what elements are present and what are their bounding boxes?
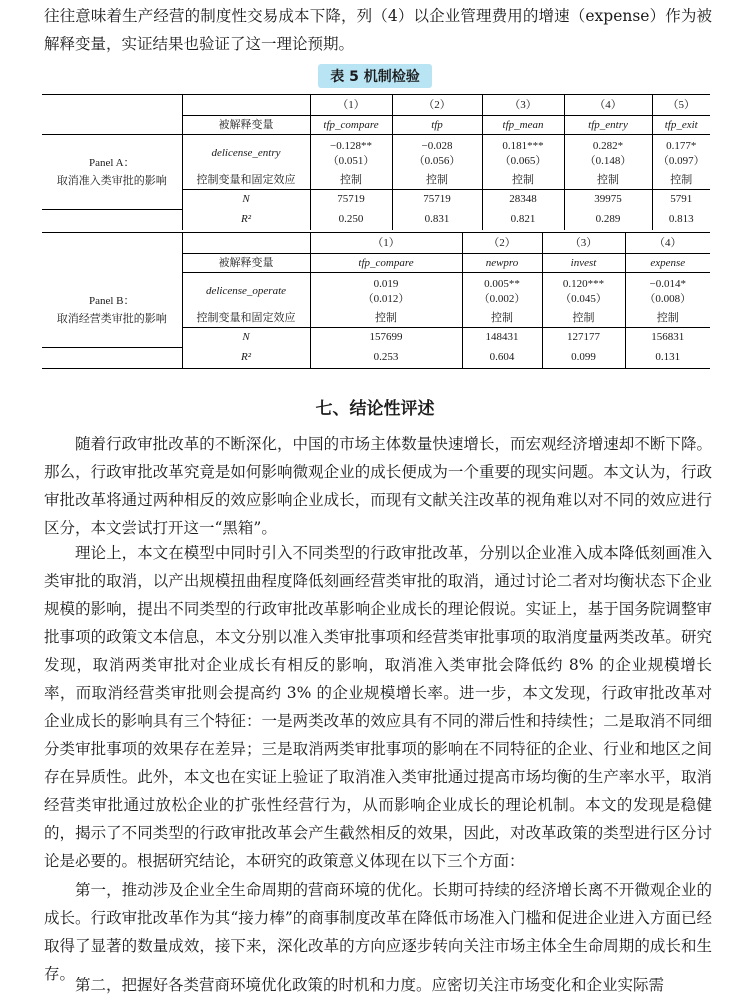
se: （0.051） <box>327 154 375 167</box>
se: （0.065） <box>499 154 547 167</box>
r2-value: 0.250 <box>310 210 392 230</box>
controls-label: 控制变量和固定效应 <box>182 311 310 328</box>
coef: 0.005** <box>484 277 520 290</box>
controls-value: 控制 <box>625 311 710 328</box>
se: （0.008） <box>644 292 692 305</box>
panel-a-table <box>42 94 710 230</box>
r2-value: 0.253 <box>310 348 462 369</box>
dep-var: expense <box>625 254 710 273</box>
n-value: 148431 <box>462 328 542 348</box>
col-num: （3） <box>542 233 625 254</box>
r2-value: 0.821 <box>482 210 564 230</box>
coef-cell <box>652 135 710 173</box>
r2-label: R² <box>182 348 310 369</box>
panel-b-table <box>42 232 710 369</box>
dep-var: tfp_entry <box>564 116 652 135</box>
coef: 0.177* <box>666 139 697 152</box>
n-value: 5791 <box>652 190 710 210</box>
controls-value: 控制 <box>392 173 482 190</box>
col-num: （4） <box>564 95 652 116</box>
panel-a-label <box>42 135 182 210</box>
coef: 0.181*** <box>502 139 544 152</box>
body-paragraph: 第二，把握好各类营商环境优化政策的时机和力度。应密切关注市场变化和企业实际需 <box>75 976 665 994</box>
col-num: （4） <box>625 233 710 254</box>
n-value: 39975 <box>564 190 652 210</box>
n-value: 156831 <box>625 328 710 348</box>
controls-value: 控制 <box>652 173 710 190</box>
section-title: 七、结论性评述 <box>315 399 435 419</box>
coef-cell <box>462 273 542 311</box>
col-num: （2） <box>392 95 482 116</box>
coef-cell <box>310 135 392 173</box>
r2-value: 0.813 <box>652 210 710 230</box>
dep-var: tfp_compare <box>310 254 462 273</box>
col-num: （2） <box>462 233 542 254</box>
coef-cell <box>310 273 462 311</box>
se: （0.148） <box>584 154 632 167</box>
n-value: 75719 <box>392 190 482 210</box>
controls-value: 控制 <box>564 173 652 190</box>
regressor-label: delicense_operate <box>182 273 310 311</box>
regressor-label: delicense_entry <box>182 135 310 173</box>
table-caption: 表 5 机制检验 <box>318 64 432 88</box>
n-value: 127177 <box>542 328 625 348</box>
r2-label: R² <box>182 210 310 230</box>
n-label: N <box>182 328 310 348</box>
dep-var: tfp_compare <box>310 116 392 135</box>
r2-value: 0.131 <box>625 348 710 369</box>
panel-a-label-line1: Panel A： <box>88 157 135 169</box>
panel-a-label-line2: 取消准入类审批的影响 <box>56 175 167 187</box>
intro-paragraph: 往往意味着生产经营的制度性交易成本下降，列（4）以企业管理费用的增速（expense）作为被解释变量，实证结果也验证了这一理论预期。 <box>44 7 712 53</box>
se: （0.002） <box>478 292 526 305</box>
panel-b-label <box>42 273 182 348</box>
col-num: （1） <box>310 233 462 254</box>
n-value: 28348 <box>482 190 564 210</box>
n-value: 157699 <box>310 328 462 348</box>
controls-value: 控制 <box>462 311 542 328</box>
col-num: （1） <box>310 95 392 116</box>
coef: −0.028 <box>421 139 453 152</box>
dep-var-label: 被解释变量 <box>182 254 310 273</box>
n-value: 75719 <box>310 190 392 210</box>
col-num: （3） <box>482 95 564 116</box>
dep-var: newpro <box>462 254 542 273</box>
coef: 0.019 <box>373 277 399 290</box>
body-paragraph: 第一，推动涉及企业全生命周期的营商环境的优化。长期可持续的经济增长离不开微观企业的成长。行政审批改革作为其“接力棒”的商事制度改革在降低市场准入门槛和促进企业进入方面已经取得了显著的数量成效，接下来，深化改革的方向应逐步转向关注市场主体全生命周期的成长和生存。 <box>44 881 712 983</box>
r2-value: 0.099 <box>542 348 625 369</box>
coef-cell <box>542 273 625 311</box>
controls-value: 控制 <box>310 173 392 190</box>
dep-var: tfp_exit <box>652 116 710 135</box>
controls-value: 控制 <box>542 311 625 328</box>
r2-value: 0.289 <box>564 210 652 230</box>
body-paragraph: 随着行政审批改革的不断深化，中国的市场主体数量快速增长，而宏观经济增速却不断下降。那么，行政审批改革究竟是如何影响微观企业的成长便成为一个重要的现实问题。本文认为，行政审批改革将通过两种相反的效应影响企业成长，而现有文献关注改革的视角难以对不同的效应进行区分，本文尝试打开这一“黑箱”。 <box>44 435 712 537</box>
n-label: N <box>182 190 310 210</box>
body-paragraph: 理论上，本文在模型中同时引入不同类型的行政审批改革，分别以企业准入成本降低刻画准入类审批的取消，以产出规模扭曲程度降低刻画经营类审批的取消，通过讨论二者对均衡状态下企业规模的影响，提出不同类型的行政审批改革影响企业成长的理论假说。实证上，基于国务院调整审批事项的政策文本信息，本文分别以准入类审批事项和经营类审批事项的取消度量两类改革。研究发现，取消两类审批对企业成长有相反的影响，取消准入类审批会降低约 8% 的企业规模增长率，而取消经营类审批则会提高约 3% 的企业规模增长率。进一步，本文发现，行政审批改革对企业成长的影响具有三个特征：一是两类改革的效应具有不同的滞后性和持续性；二是取消不同细分类审批事项的效果存在差异；三是取消两类审批事项的影响在不同特征的企业、行业和地区之间存在异质性。此外，本文也在实证上验证了取消准入类审批通过提高市场均衡的生产率水平，取消经营类审批通过放松企业的扩张性经营行为，从而影响企业成长的理论机制。本文的发现是稳健的，揭示了不同类型的行政审批改革会产生截然相反的效果，因此，对改革政策的类型进行区分讨论是必要的。根据研究结论，本研究的政策意义体现在以下三个方面： <box>44 544 712 870</box>
dep-var: invest <box>542 254 625 273</box>
coef-cell <box>625 273 710 311</box>
coef-cell <box>392 135 482 173</box>
coef: −0.128** <box>330 139 372 152</box>
panel-b-label-line1: Panel B： <box>88 294 135 307</box>
r2-value: 0.831 <box>392 210 482 230</box>
coef: 0.282* <box>592 139 624 152</box>
col-num: （5） <box>652 95 710 116</box>
dep-var-label: 被解释变量 <box>182 116 310 135</box>
coef: 0.120*** <box>562 277 605 290</box>
se: （0.097） <box>657 154 705 167</box>
se: （0.012） <box>362 292 410 305</box>
se: （0.056） <box>413 154 461 167</box>
controls-label: 控制变量和固定效应 <box>182 173 310 190</box>
coef: −0.014* <box>649 277 686 290</box>
dep-var: tfp_mean <box>482 116 564 135</box>
coef-cell <box>564 135 652 173</box>
se: （0.045） <box>560 292 607 305</box>
coef-cell <box>482 135 564 173</box>
table-caption-wrap <box>0 64 750 88</box>
dep-var: tfp <box>392 116 482 135</box>
panel-b-corner <box>42 233 182 273</box>
controls-value: 控制 <box>482 173 564 190</box>
r2-value: 0.604 <box>462 348 542 369</box>
controls-value: 控制 <box>310 311 462 328</box>
panel-a-corner <box>42 95 182 135</box>
panel-b-label-line2: 取消经营类审批的影响 <box>56 312 167 325</box>
